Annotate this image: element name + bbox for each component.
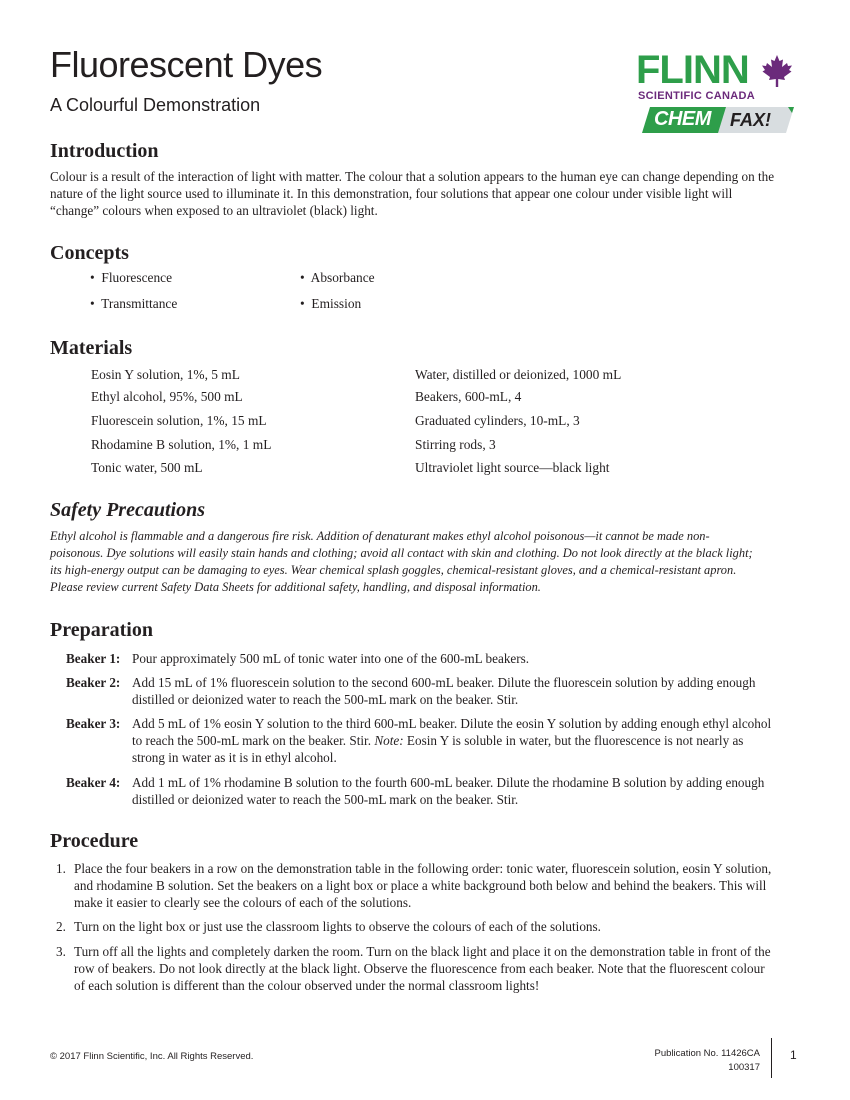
beaker-step	[66, 674, 778, 708]
step-text: Turn off all the lights and completely darken the room. Turn on the black light and place it on the demonstration table in front of the row of beakers. Do not look directly at the black light. Observe the fluorescence from each beaker. Note that the fluorescent colour of each solution is different than the colour observed under the normal classroom lights!	[74, 944, 771, 993]
list-item: • Absorbance	[300, 270, 375, 285]
list-item: Beakers, 600-mL, 4	[415, 389, 522, 404]
list-item: Water, distilled or deionized, 1000 mL	[415, 367, 622, 382]
beaker-label: Beaker 3:	[66, 716, 121, 731]
safety-text: Ethyl alcohol is flammable and a dangerous fire risk. Addition of denaturant makes ethyl alcohol poisonous—it cannot be made non-poisonous. Dye solutions will easily stain hands and clothing; avoid all contact with skin and clothing. Do not look directly at the black light; its high-energy output can be damaging to eyes. Wear chemical splash goggles, chemical-resistant gloves, and a chemical-resistant apron. Please review current Safety Data Sheets for additional safety, handling, and disposal information.	[50, 529, 753, 594]
step-number: 2.	[56, 919, 66, 934]
list-item: • Fluorescence	[90, 270, 173, 285]
concepts-heading: Concepts	[50, 242, 129, 264]
list-item: Ultraviolet light source—black light	[415, 460, 610, 475]
footer-divider	[771, 1038, 772, 1078]
copyright: © 2017 Flinn Scientific, Inc. All Rights Reserved.	[50, 1051, 254, 1062]
beaker-text: Add 5 mL of 1% eosin Y solution to the third 600-mL beaker. Dilute the eosin Y solution by adding enough ethyl alcohol to reach the 500-mL mark on the beaker. Stir. Note: Eosin Y is soluble in water, but the fluorescence is not nearly as strong in water as it is in ethyl alcohol.	[132, 716, 772, 765]
note-label: Note:	[374, 733, 404, 748]
logo-subtitle: SCIENTIFIC CANADA	[638, 90, 755, 102]
beaker-label: Beaker 1:	[66, 651, 121, 666]
page-title: Fluorescent Dyes	[50, 44, 323, 85]
beaker-label: Beaker 2:	[66, 675, 121, 690]
materials-heading: Materials	[50, 337, 133, 359]
flinn-logo	[636, 50, 798, 140]
procedure-step	[56, 943, 778, 994]
publication-number: Publication No. 11426CA	[654, 1048, 760, 1059]
procedure-heading: Procedure	[50, 830, 139, 852]
procedure-step	[56, 860, 778, 911]
beaker-text: Add 1 mL of 1% rhodamine B solution to the fourth 600-mL beaker. Dilute the rhodamine B solution by adding enough distilled or deionized water to reach the 500-mL mark on the beaker. Stir.	[132, 775, 765, 807]
introduction-heading: Introduction	[50, 140, 159, 162]
logo-fax: FAX!	[730, 110, 772, 130]
maple-leaf-icon	[760, 54, 794, 88]
page-number: 1	[790, 1048, 797, 1062]
list-item: Fluorescein solution, 1%, 15 mL	[91, 413, 267, 428]
beaker-text: Pour approximately 500 mL of tonic water into one of the 600-mL beakers.	[132, 651, 530, 666]
list-item: Ethyl alcohol, 95%, 500 mL	[91, 389, 243, 404]
list-item: • Emission	[300, 296, 362, 311]
beaker-step	[66, 715, 778, 766]
logo-chem: CHEM	[654, 108, 711, 130]
list-item: Eosin Y solution, 1%, 5 mL	[91, 367, 240, 382]
page-subtitle: A Colourful Demonstration	[50, 95, 261, 115]
step-number: 1.	[56, 861, 66, 876]
step-text: Place the four beakers in a row on the demonstration table in the following order: tonic water, fluorescein solution, eosin Y solution, and rhodamine B solution. Set the beakers on a light box or place a white background both below and behind the beakers. This will make it easier to clearly see the colours of each of the solutions.	[74, 861, 772, 910]
publication-code: 100317	[728, 1062, 760, 1073]
step-number: 3.	[56, 944, 66, 959]
publication-info	[655, 1047, 760, 1075]
list-item: Graduated cylinders, 10-mL, 3	[415, 413, 580, 428]
beaker-label: Beaker 4:	[66, 775, 121, 790]
step-text: Turn on the light box or just use the classroom lights to observe the colours of each of the solutions.	[74, 919, 601, 934]
list-item: Tonic water, 500 mL	[91, 460, 203, 475]
safety-heading: Safety Precautions	[50, 499, 205, 521]
procedure-step	[56, 918, 778, 935]
list-item: Stirring rods, 3	[415, 437, 496, 452]
introduction-text: Colour is a result of the interaction of light with matter. The colour that a solution appears to the human eye can change depending on the nature of the light source used to illuminate it. In this demonstration, four solutions that appear one colour under visible light will “change” colours when exposed to an ultraviolet (black) light.	[50, 169, 775, 218]
beaker-step	[66, 774, 778, 808]
preparation-heading: Preparation	[50, 619, 153, 641]
list-item: Rhodamine B solution, 1%, 1 mL	[91, 437, 272, 452]
logo-brand: FLINN	[636, 48, 749, 92]
list-item: • Transmittance	[90, 296, 178, 311]
beaker-step	[66, 650, 778, 667]
beaker-text: Add 15 mL of 1% fluorescein solution to the second 600-mL beaker. Dilute the fluorescein solution by adding enough distilled or deionized water to reach the 500-mL mark on the beaker. Stir.	[132, 675, 756, 707]
